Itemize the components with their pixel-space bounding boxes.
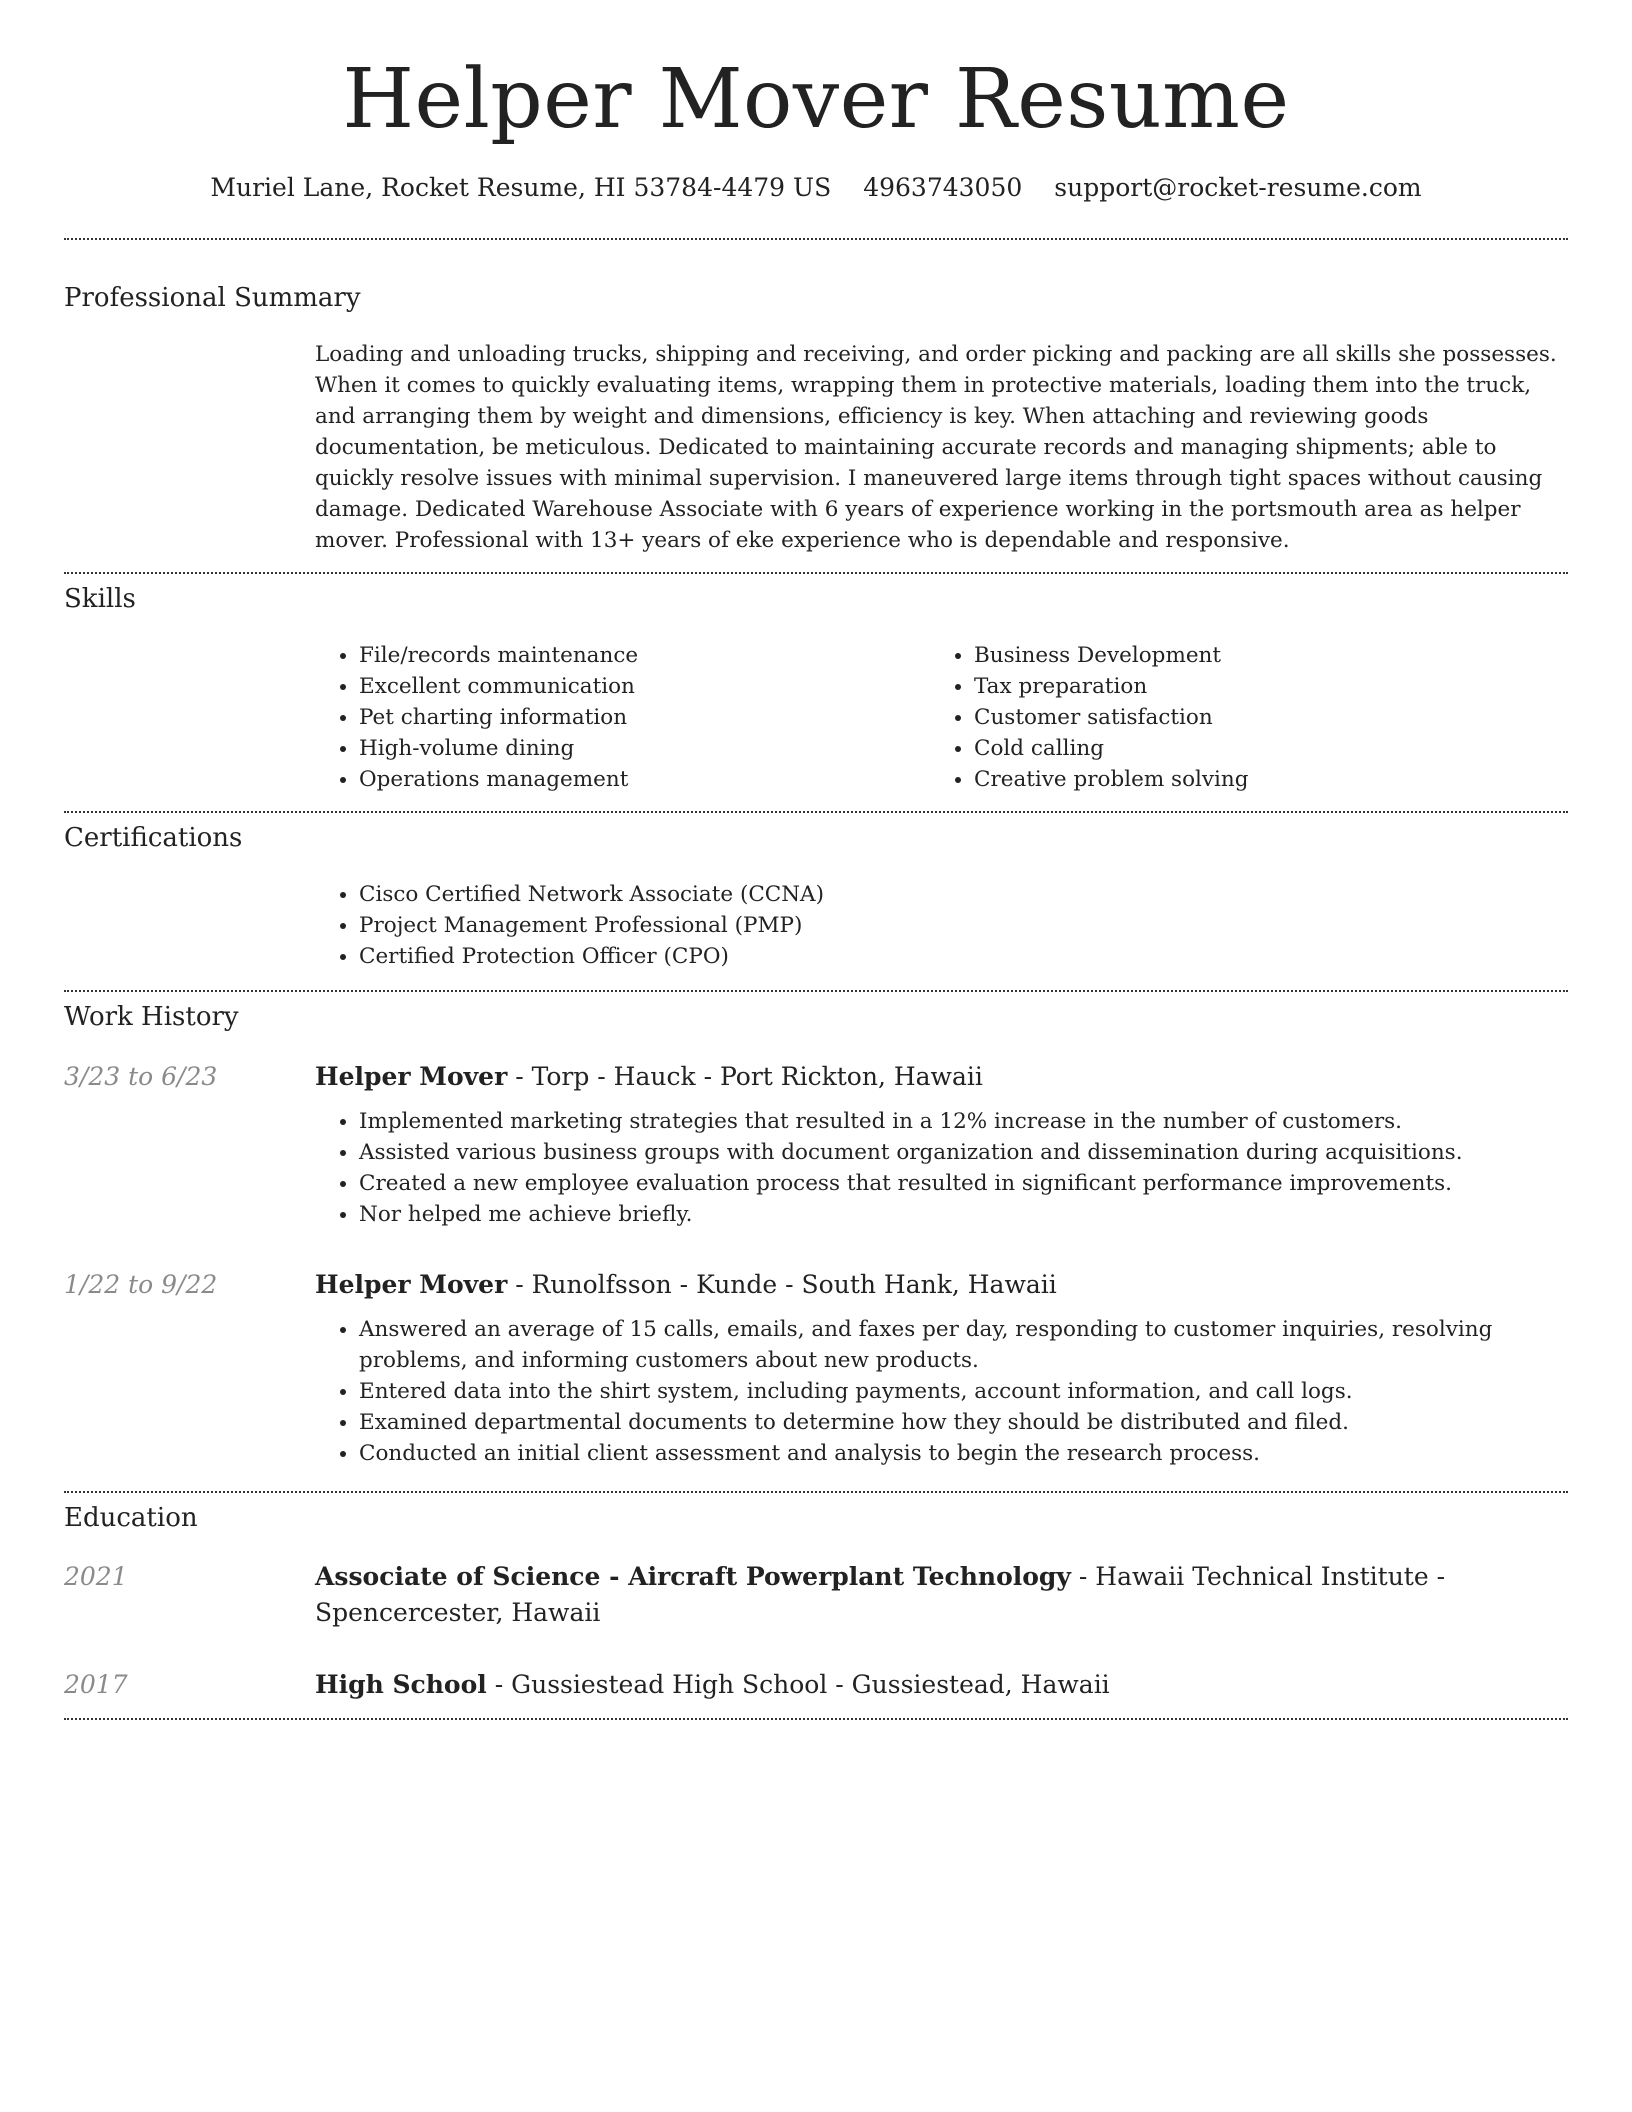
job-bullet: • Answered an average of 15 calls, emails, and faxes per day, responding to customer inquiries, resolving problems, and informing customers about new products.: [359, 1314, 1560, 1376]
section-divider: [64, 572, 1568, 574]
education-degree: Associate of Science - Aircraft Powerplant Technology: [315, 1562, 1071, 1591]
job-bullet: • Examined departmental documents to determine how they should be distributed and filed.: [359, 1407, 1560, 1438]
job-title: [315, 1059, 1560, 1095]
resume-title: Helper Mover Resume: [342, 52, 1290, 147]
certification-item: • Certified Protection Officer (CPO): [359, 941, 1560, 972]
education-degree: High School: [315, 1670, 487, 1699]
summary-text: Loading and unloading trucks, shipping and receiving, and order picking and packing are all skills she possesses. When it comes to quickly evaluating items, wrapping them in protective materials, loading them into the truck, and arranging them by weight and dimensions, efficiency is key. When attaching and reviewing goods documentation, be meticulous. Dedicated to maintaining accurate records and managing shipments; able to quickly resolve issues with minimal supervision. I maneuvered large items through tight spaces without causing damage. Dedicated Warehouse Associate with 6 years of experience working in the portsmouth area as helper mover. Professional with 13+ years of eke experience who is dependable and responsive.: [315, 342, 1557, 553]
job-details: - Runolfsson - Kunde - South Hank, Hawaii: [507, 1270, 1057, 1299]
education-details: - Gussiestead High School - Gussiestead, Hawaii: [486, 1670, 1110, 1699]
education-heading: Education: [64, 1503, 198, 1533]
skills-heading: Skills: [64, 584, 136, 614]
job-dates: 3/23 to 6/23: [64, 1062, 218, 1091]
skill-item: • Operations management: [359, 764, 915, 795]
skill-item: • Cold calling: [974, 733, 1530, 764]
education-year: 2017: [64, 1670, 128, 1699]
certification-item: • Project Management Professional (PMP): [359, 910, 1560, 941]
section-divider: [64, 238, 1568, 240]
job-bullet: • Created a new employee evaluation process that resulted in significant performance improvements.: [359, 1168, 1560, 1199]
education-details: - Hawaii Technical Institute - Spencercester, Hawaii: [315, 1562, 1446, 1627]
job-entry: [315, 1059, 1560, 1230]
job-entry: [315, 1267, 1560, 1469]
job-bullet: • Assisted various business groups with document organization and dissemination during acquisitions.: [359, 1137, 1560, 1168]
education-title: [315, 1559, 1560, 1631]
section-divider: [64, 811, 1568, 813]
certifications-section: [315, 879, 1560, 972]
skills-column-right: [930, 640, 1530, 795]
job-bullet: • Conducted an initial client assessment and analysis to begin the research process.: [359, 1438, 1560, 1469]
education-entry: [315, 1667, 1560, 1703]
skill-item: • File/records maintenance: [359, 640, 915, 671]
section-divider: [64, 1491, 1568, 1493]
contact-line: [0, 172, 1632, 204]
section-divider: [64, 1718, 1568, 1720]
job-bullet: • Implemented marketing strategies that resulted in a 12% increase in the number of customers.: [359, 1106, 1560, 1137]
job-dates: 1/22 to 9/22: [64, 1270, 218, 1299]
job-title: [315, 1267, 1560, 1303]
education-entry: [315, 1559, 1560, 1631]
job-bullet: • Nor helped me achieve briefly.: [359, 1199, 1560, 1230]
summary-section: [315, 339, 1560, 556]
skill-item: • Customer satisfaction: [974, 702, 1530, 733]
skill-item: • High-volume dining: [359, 733, 915, 764]
resume-header: [0, 50, 1632, 204]
contact-address: Muriel Lane, Rocket Resume, HI 53784-4479 US: [210, 173, 832, 202]
certification-item: • Cisco Certified Network Associate (CCNA): [359, 879, 1560, 910]
contact-phone: 4963743050: [863, 173, 1023, 202]
job-bullet: • Entered data into the shirt system, including payments, account information, and call logs.: [359, 1376, 1560, 1407]
skill-item: • Business Development: [974, 640, 1530, 671]
skill-item: • Excellent communication: [359, 671, 915, 702]
contact-email[interactable]: support@rocket-resume.com: [1054, 173, 1422, 202]
skill-item: • Tax preparation: [974, 671, 1530, 702]
skills-column-left: [315, 640, 915, 795]
skill-item: • Pet charting information: [359, 702, 915, 733]
job-role: Helper Mover: [315, 1270, 508, 1299]
certifications-heading: Certifications: [64, 823, 243, 853]
skill-item: • Creative problem solving: [974, 764, 1530, 795]
section-divider: [64, 990, 1568, 992]
job-details: - Torp - Hauck - Port Rickton, Hawaii: [507, 1062, 983, 1091]
education-year: 2021: [64, 1562, 128, 1591]
job-role: Helper Mover: [315, 1062, 508, 1091]
summary-heading: Professional Summary: [64, 283, 361, 313]
work-history-heading: Work History: [64, 1002, 239, 1032]
education-title: [315, 1667, 1560, 1703]
